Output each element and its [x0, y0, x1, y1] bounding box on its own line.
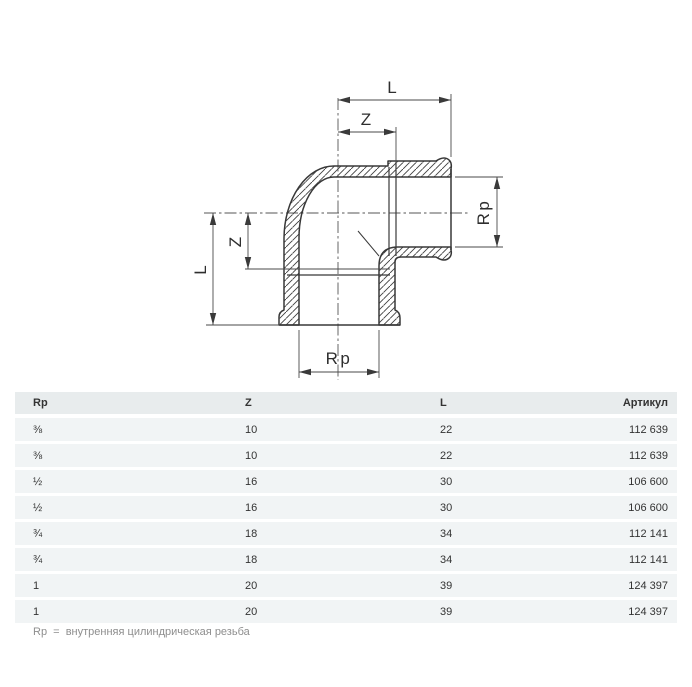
dim-label-l-top: L — [387, 78, 397, 97]
cell-article: 112 639 — [629, 449, 668, 462]
header-article: Артикул — [622, 397, 668, 409]
cell-article: 106 600 — [628, 501, 668, 514]
cell-rp: 1 — [33, 579, 40, 592]
header-l: L — [440, 397, 447, 409]
cell-article: 112 639 — [629, 423, 668, 436]
thread-footnote: Rp = внутренняя цилиндрическая резьба — [33, 626, 250, 638]
cell-l: 34 — [440, 527, 453, 540]
cell-l: 34 — [440, 553, 453, 566]
cell-z: 20 — [245, 605, 258, 618]
cell-rp: ¾ — [33, 527, 43, 540]
cell-l: 22 — [440, 449, 453, 462]
cell-rp: ½ — [33, 501, 43, 514]
cell-article: 106 600 — [628, 475, 668, 488]
cell-z: 16 — [245, 501, 258, 514]
dimension-arrows — [210, 97, 500, 375]
cell-rp: ½ — [33, 475, 43, 488]
table-row — [15, 574, 677, 597]
table-row — [15, 522, 677, 545]
dim-label-z-top: Z — [360, 110, 372, 129]
cell-l: 30 — [440, 475, 453, 488]
cell-l: 30 — [440, 501, 453, 514]
table-row — [15, 470, 677, 493]
table-row — [15, 444, 677, 467]
elbow-body — [279, 158, 451, 325]
cell-z: 18 — [245, 553, 258, 566]
dim-label-rp-bottom: Rp — [325, 349, 353, 368]
table-header-row — [15, 392, 677, 414]
cell-l: 39 — [440, 605, 453, 618]
cell-z: 20 — [245, 579, 258, 592]
cell-article: 112 141 — [629, 553, 668, 566]
table-row — [15, 496, 677, 519]
cell-rp: ⅜ — [33, 423, 43, 436]
cell-z: 10 — [245, 423, 258, 436]
cell-l: 22 — [440, 423, 453, 436]
cell-l: 39 — [440, 579, 453, 592]
cell-z: 10 — [245, 449, 258, 462]
dimension-lines — [206, 94, 503, 378]
cell-article: 112 141 — [629, 527, 668, 540]
table-row — [15, 548, 677, 571]
header-z: Z — [245, 397, 252, 409]
dim-label-rp-right: Rp — [474, 198, 493, 226]
header-rp: Rp — [33, 397, 48, 409]
cell-rp: 1 — [33, 605, 40, 618]
cell-rp: ⅜ — [33, 449, 43, 462]
cell-article: 124 397 — [628, 579, 668, 592]
upper-left-wall — [279, 158, 451, 325]
table-row — [15, 418, 677, 441]
cell-z: 18 — [245, 527, 258, 540]
dim-label-l-left: L — [191, 265, 210, 275]
cell-article: 124 397 — [628, 605, 668, 618]
table-row — [15, 600, 677, 623]
spec-table — [15, 392, 677, 626]
lower-right-wall — [379, 247, 451, 325]
cell-z: 16 — [245, 475, 258, 488]
cell-rp: ¾ — [33, 553, 43, 566]
table-body — [15, 418, 677, 623]
dim-label-z-left: Z — [226, 236, 245, 248]
